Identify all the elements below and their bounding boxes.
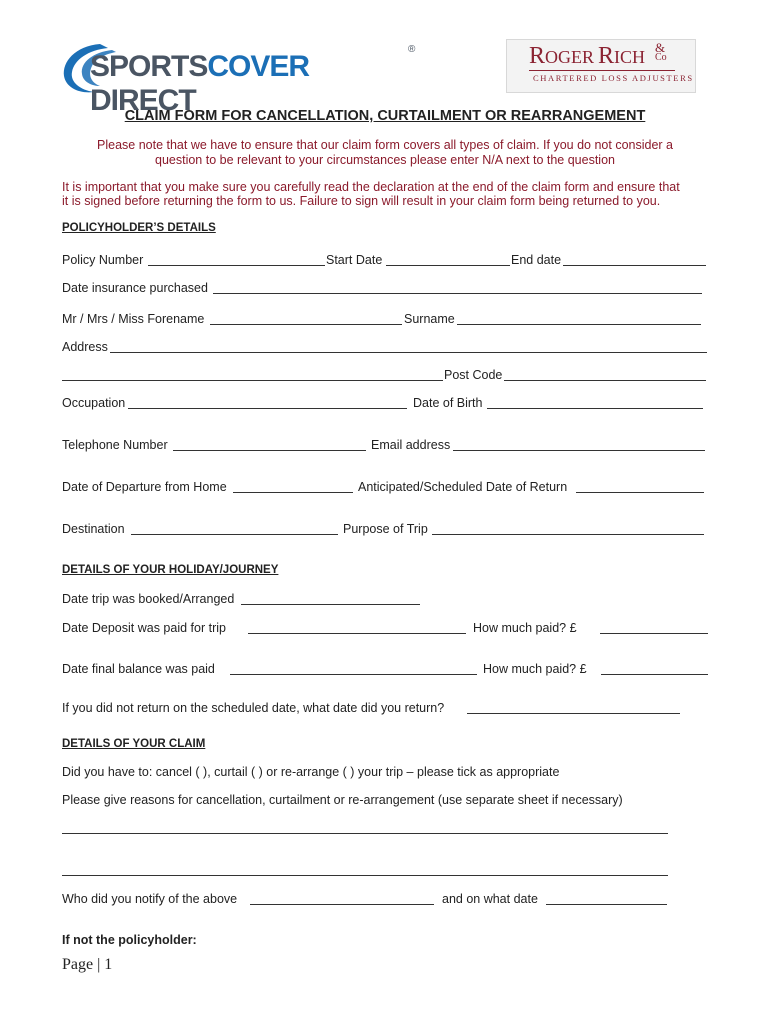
post-code-field[interactable] — [504, 380, 706, 381]
registered-mark: ® — [408, 44, 416, 55]
booked-field[interactable] — [241, 604, 420, 605]
date-insurance-field[interactable] — [213, 293, 702, 294]
address-field-1[interactable] — [110, 352, 707, 353]
holiday-heading: DETAILS OF YOUR HOLIDAY/JOURNEY — [62, 564, 279, 576]
final-balance-field[interactable] — [230, 674, 477, 675]
reasons-label: Please give reasons for cancellation, curtailment or re-arrangement (use separate sheet if necessary) — [62, 793, 623, 807]
notify-date-label: and on what date — [442, 892, 538, 906]
final-amount-field[interactable] — [601, 674, 708, 675]
sportscover-logo — [60, 40, 420, 117]
not-return-label: If you did not return on the scheduled date, what date did you return? — [62, 701, 445, 715]
claim-heading: DETAILS OF YOUR CLAIM — [62, 738, 206, 750]
logo-amp: & — [655, 40, 666, 55]
purpose-label: Purpose of Trip — [343, 522, 428, 536]
occupation-field[interactable] — [128, 408, 407, 409]
logo-subtitle: CHARTERED LOSS ADJUSTERS — [533, 73, 694, 83]
logo-ich: ICH — [614, 47, 646, 67]
deposit-amount-field[interactable] — [600, 633, 708, 634]
logo-divider — [529, 70, 675, 71]
address-field-2[interactable] — [62, 380, 443, 381]
note-2-line-1: It is important that you make sure you carefully read the declaration at the end of the claim form and ensure that — [62, 180, 680, 194]
dob-label: Date of Birth — [413, 396, 483, 410]
surname-label: Surname — [404, 312, 455, 326]
dob-field[interactable] — [487, 408, 703, 409]
logo-cover: COVER — [207, 50, 310, 83]
email-field[interactable] — [453, 450, 705, 451]
logo-oger: OGER — [545, 47, 595, 67]
roger-rich-logo — [506, 39, 696, 93]
departure-label: Date of Departure from Home — [62, 480, 227, 494]
not-return-field[interactable] — [467, 713, 680, 714]
final-amount-label: How much paid? £ — [483, 662, 587, 676]
booked-label: Date trip was booked/Arranged — [62, 592, 235, 606]
departure-field[interactable] — [233, 492, 353, 493]
page-title: CLAIM FORM FOR CANCELLATION, CURTAILMENT OR REARRANGEMENT — [124, 108, 646, 124]
address-label: Address — [62, 340, 108, 354]
start-date-field[interactable] — [386, 265, 510, 266]
start-date-label: Start Date — [326, 253, 383, 267]
logo-sports: SPORTS — [90, 50, 208, 83]
telephone-field[interactable] — [173, 450, 366, 451]
occupation-label: Occupation — [62, 396, 126, 410]
reasons-field-1[interactable] — [62, 833, 668, 834]
forename-label: Mr / Mrs / Miss Forename — [62, 312, 205, 326]
forename-field[interactable] — [210, 324, 402, 325]
notify-date-field[interactable] — [546, 904, 667, 905]
note-1-line-1: Please note that we have to ensure that our claim form covers all types of claim. If you do not consider a — [97, 138, 673, 152]
surname-field[interactable] — [457, 324, 701, 325]
logo-r1: R — [529, 43, 546, 69]
did-you-label: Did you have to: cancel ( ), curtail ( ) or re-arrange ( ) your trip – please tick as appropriate — [62, 765, 560, 779]
logo-direct: DIRECT — [90, 84, 196, 117]
return-label: Anticipated/Scheduled Date of Return — [358, 480, 568, 494]
deposit-field[interactable] — [248, 633, 466, 634]
notify-label: Who did you notify of the above — [62, 892, 238, 906]
end-date-field[interactable] — [563, 265, 706, 266]
notify-field[interactable] — [250, 904, 434, 905]
end-date-label: End date — [511, 253, 562, 267]
not-policyholder-label: If not the policyholder: — [62, 933, 197, 947]
note-2-line-2: it is signed before returning the form to us. Failure to sign will result in your claim form being returned to you. — [62, 194, 661, 208]
telephone-label: Telephone Number — [62, 438, 168, 452]
reasons-field-2[interactable] — [62, 875, 668, 876]
destination-label: Destination — [62, 522, 125, 536]
purpose-field[interactable] — [432, 534, 704, 535]
policy-number-label: Policy Number — [62, 253, 144, 267]
final-balance-label: Date final balance was paid — [62, 662, 215, 676]
policyholder-heading: POLICYHOLDER’S DETAILS — [62, 222, 216, 234]
date-insurance-label: Date insurance purchased — [62, 281, 208, 295]
post-code-label: Post Code — [444, 368, 503, 382]
note-1-line-2: question to be relevant to your circumstances please enter N/A next to the question — [155, 153, 615, 167]
deposit-label: Date Deposit was paid for trip — [62, 621, 226, 635]
logo-r2: R — [598, 43, 615, 69]
policy-number-field[interactable] — [148, 265, 325, 266]
return-field[interactable] — [576, 492, 704, 493]
deposit-amount-label: How much paid? £ — [473, 621, 577, 635]
logo-co: Co — [655, 52, 667, 63]
destination-field[interactable] — [131, 534, 338, 535]
email-label: Email address — [371, 438, 451, 452]
page-number: Page | 1 — [62, 956, 113, 973]
